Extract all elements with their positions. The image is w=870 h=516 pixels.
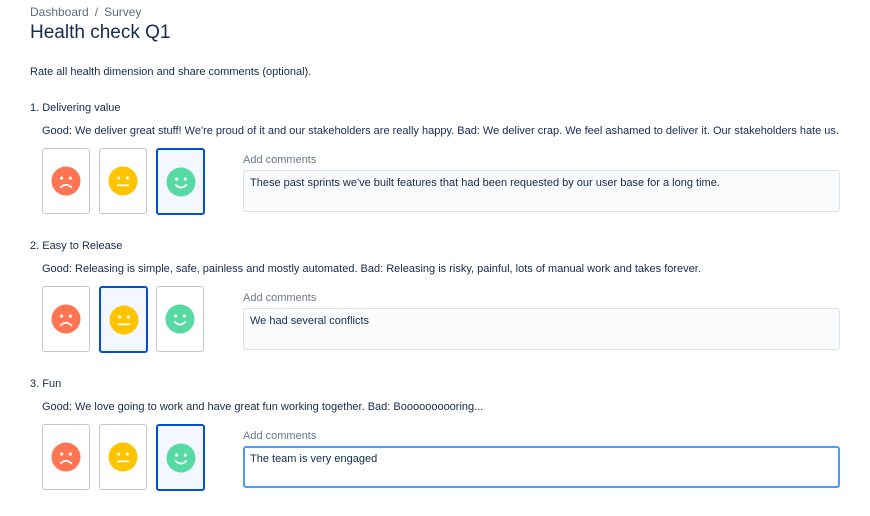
neutral-face-icon [108, 442, 139, 473]
question-1 [30, 102, 850, 240]
sad-face-icon [51, 442, 82, 473]
comment-input[interactable] [243, 446, 840, 488]
rating-sad-button[interactable] [42, 424, 90, 490]
page-title: Health check Q1 [30, 22, 171, 43]
comments-section [243, 430, 842, 445]
comment-input[interactable] [243, 308, 840, 350]
neutral-face-icon [108, 166, 139, 197]
comments-label: Add comments [243, 430, 317, 442]
comments-label: Add comments [243, 292, 317, 304]
happy-face-icon [165, 442, 196, 473]
breadcrumb-dashboard-link[interactable]: Dashboard [30, 5, 89, 19]
breadcrumb [30, 5, 141, 19]
breadcrumb-separator: / [94, 5, 99, 19]
comments-section [243, 292, 842, 307]
rating-neutral-button[interactable] [99, 148, 147, 214]
neutral-face-icon [108, 304, 139, 335]
question-title: 1. Delivering value [30, 102, 121, 114]
question-title: 3. Fun [30, 378, 62, 390]
question-3 [30, 378, 850, 516]
happy-face-icon [165, 166, 196, 197]
rating-sad-button[interactable] [42, 148, 90, 214]
comment-input[interactable] [243, 170, 840, 212]
comments-label: Add comments [243, 154, 317, 166]
comments-section [243, 154, 842, 169]
rating-happy-button[interactable] [156, 286, 204, 352]
rating-neutral-button[interactable] [99, 424, 147, 490]
rating-neutral-button[interactable] [99, 286, 148, 353]
question-description: Good: Releasing is simple, safe, painless and mostly automated. Bad: Releasing is risky, painful, lots of manual work and takes forever. [42, 263, 701, 275]
rating-sad-button[interactable] [42, 286, 90, 352]
sad-face-icon [51, 304, 82, 335]
sad-face-icon [51, 166, 82, 197]
breadcrumb-survey-link[interactable]: Survey [104, 5, 142, 19]
happy-face-icon [165, 304, 196, 335]
intro-text: Rate all health dimension and share comments (optional). [30, 66, 312, 78]
rating-happy-button[interactable] [156, 148, 205, 215]
question-description: Good: We deliver great stuff! We're proud of it and our stakeholders are really happy. Bad: We deliver crap. We feel ashamed to deliver it. Our stakeholders hate us. [42, 125, 839, 137]
question-2 [30, 240, 850, 378]
question-title: 2. Easy to Release [30, 240, 123, 252]
rating-happy-button[interactable] [156, 424, 205, 491]
question-description: Good: We love going to work and have great fun working together. Bad: Boooooooooring... [42, 401, 484, 413]
